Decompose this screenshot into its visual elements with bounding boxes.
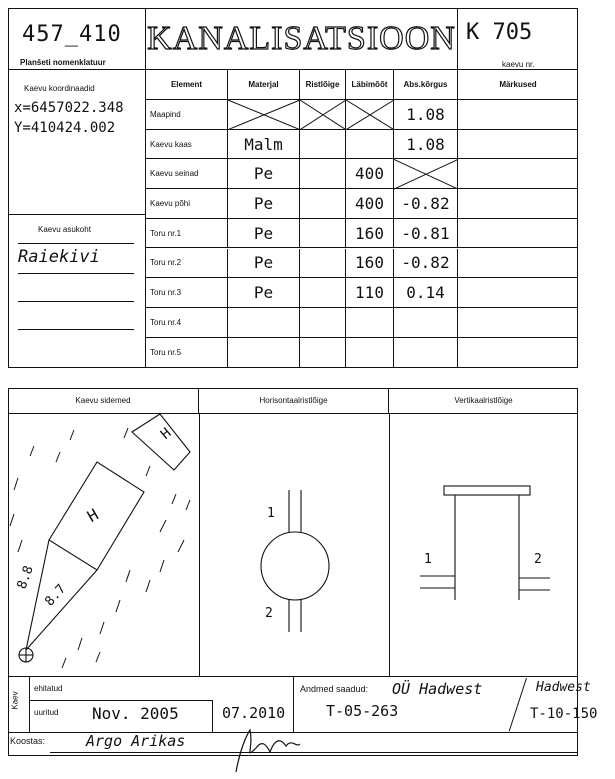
table-cell-material: Pe xyxy=(228,219,300,249)
table-row-label: Kaevu põhi xyxy=(146,189,228,219)
table-cell-diameter xyxy=(346,308,394,338)
table-cell-notes xyxy=(458,219,578,249)
nomenclature-label: Planšeti nomenklatuur xyxy=(20,58,106,67)
distance-label-1: 8.8 xyxy=(14,563,37,592)
measured-date: Nov. 2005 xyxy=(92,704,179,723)
well-number-label: kaevu nr. xyxy=(502,60,535,69)
table-cell-material xyxy=(228,100,300,130)
table-cell-material: Pe xyxy=(228,249,300,279)
data-from-value-2: Hadwest xyxy=(536,680,591,695)
table-cell-notes xyxy=(458,159,578,189)
table-cell-section xyxy=(300,100,346,130)
ties-header: Kaevu sidemed xyxy=(8,388,199,414)
location-value: Raiekivi xyxy=(18,247,100,267)
project-number: T-05-263 xyxy=(326,702,399,720)
well-number-value: K 705 xyxy=(466,20,533,45)
coordinate-x: x=6457022.348 xyxy=(14,100,124,116)
h-pipe-label-1: 1 xyxy=(267,506,275,521)
title-text: KANALISATSIOON xyxy=(147,19,456,57)
building-h-label-1: H xyxy=(83,504,102,527)
project-number-2: T-10-150 xyxy=(530,706,598,722)
table-row-label: Toru nr.2 xyxy=(146,249,228,279)
table-cell-diameter: 110 xyxy=(346,278,394,308)
table-cell-notes xyxy=(458,249,578,279)
table-row-label: Kaevu kaas xyxy=(146,130,228,160)
location-label: Kaevu asukoht xyxy=(38,225,91,234)
coordinates-label: Kaevu koordinaadid xyxy=(24,84,95,93)
compiled-name: Argo Arikas xyxy=(86,732,186,750)
table-cell-notes xyxy=(458,338,578,368)
location-line-2 xyxy=(18,273,134,274)
compiled-line xyxy=(50,752,578,753)
table-cell-notes xyxy=(458,100,578,130)
table-cell-section xyxy=(300,130,346,160)
table-cell-height: -0.82 xyxy=(394,249,458,279)
table-cell-notes xyxy=(458,130,578,160)
v-pipe-label-2: 2 xyxy=(534,552,542,567)
table-cell-diameter: 160 xyxy=(346,249,394,279)
table-row-label: Toru nr.3 xyxy=(146,278,228,308)
table-cell-diameter: 400 xyxy=(346,159,394,189)
table-cell-section xyxy=(300,338,346,368)
table-cell-material: Pe xyxy=(228,278,300,308)
v-pipe-label-1: 1 xyxy=(424,552,432,567)
footer-row-line-1 xyxy=(30,700,212,701)
table-cell-height: 1.08 xyxy=(394,100,458,130)
location-box xyxy=(8,214,146,368)
table-cell-diameter xyxy=(346,130,394,160)
location-line-3 xyxy=(18,301,134,302)
measured-date-2: 07.2010 xyxy=(222,704,286,722)
horizontal-header: Horisontaalristlõige xyxy=(199,388,389,414)
table-row-label: Kaevu seinad xyxy=(146,159,228,189)
table-cell-diameter: 160 xyxy=(346,219,394,249)
table-cell-material xyxy=(228,338,300,368)
building-h-label-2: H xyxy=(157,425,175,443)
document-title xyxy=(146,8,458,70)
table-cell-section xyxy=(300,278,346,308)
location-line-1 xyxy=(18,243,134,244)
footer-mid-divider xyxy=(293,676,294,732)
table-cell-section xyxy=(300,308,346,338)
table-header-height: Abs.kõrgus xyxy=(394,70,458,100)
table-cell-diameter xyxy=(346,338,394,368)
vertical-header: Vertikaalristlõige xyxy=(389,388,578,414)
table-cell-section xyxy=(300,249,346,279)
data-from-value: OÜ Hadwest xyxy=(392,680,483,698)
location-line-4 xyxy=(18,329,134,330)
table-header-material: Materjal xyxy=(228,70,300,100)
measured-label: uuritud xyxy=(34,708,59,717)
table-row-label: Toru nr.4 xyxy=(146,308,228,338)
table-cell-height xyxy=(394,159,458,189)
nomenclature-value: 457_410 xyxy=(22,22,122,47)
sketch-divider-1 xyxy=(199,414,200,676)
table-header-section: Ristlõige xyxy=(300,70,346,100)
table-cell-material xyxy=(228,308,300,338)
coordinates-box xyxy=(8,70,146,214)
table-cell-height xyxy=(394,308,458,338)
table-cell-height: -0.82 xyxy=(394,189,458,219)
table-row-label: Maapind xyxy=(146,100,228,130)
table-header-element: Element xyxy=(146,70,228,100)
table-cell-section xyxy=(300,219,346,249)
table-cell-height: 0.14 xyxy=(394,278,458,308)
table-cell-notes xyxy=(458,278,578,308)
coordinate-y: Y=410424.002 xyxy=(14,120,116,136)
compiled-label: Koostas: xyxy=(10,736,46,746)
h-pipe-label-2: 2 xyxy=(265,606,273,621)
table-cell-diameter: 400 xyxy=(346,189,394,219)
table-cell-height xyxy=(394,338,458,368)
table-cell-material: Pe xyxy=(228,159,300,189)
table-cell-section xyxy=(300,159,346,189)
table-cell-height: -0.81 xyxy=(394,219,458,249)
table-cell-height: 1.08 xyxy=(394,130,458,160)
table-row-label: Toru nr.5 xyxy=(146,338,228,368)
table-cell-material: Malm xyxy=(228,130,300,160)
table-cell-section xyxy=(300,189,346,219)
distance-label-2: 8.7 xyxy=(42,581,70,610)
data-from-label: Andmed saadud: xyxy=(300,684,369,694)
table-header-diameter: Läbimõõt xyxy=(346,70,394,100)
checked-label: ehitatud xyxy=(34,684,63,693)
well-number-box xyxy=(458,8,578,70)
sketch-divider-2 xyxy=(389,414,390,676)
table-row-label: Toru nr.1 xyxy=(146,219,228,249)
header-nomenclature-box xyxy=(8,8,146,70)
table-cell-notes xyxy=(458,308,578,338)
table-cell-notes xyxy=(458,189,578,219)
footer-date-divider xyxy=(212,700,213,732)
footer-side-label: Kaev xyxy=(10,691,20,710)
table-cell-material: Pe xyxy=(228,189,300,219)
table-cell-diameter xyxy=(346,100,394,130)
table-header-notes: Märkused xyxy=(458,70,578,100)
well-data-table xyxy=(146,70,578,368)
